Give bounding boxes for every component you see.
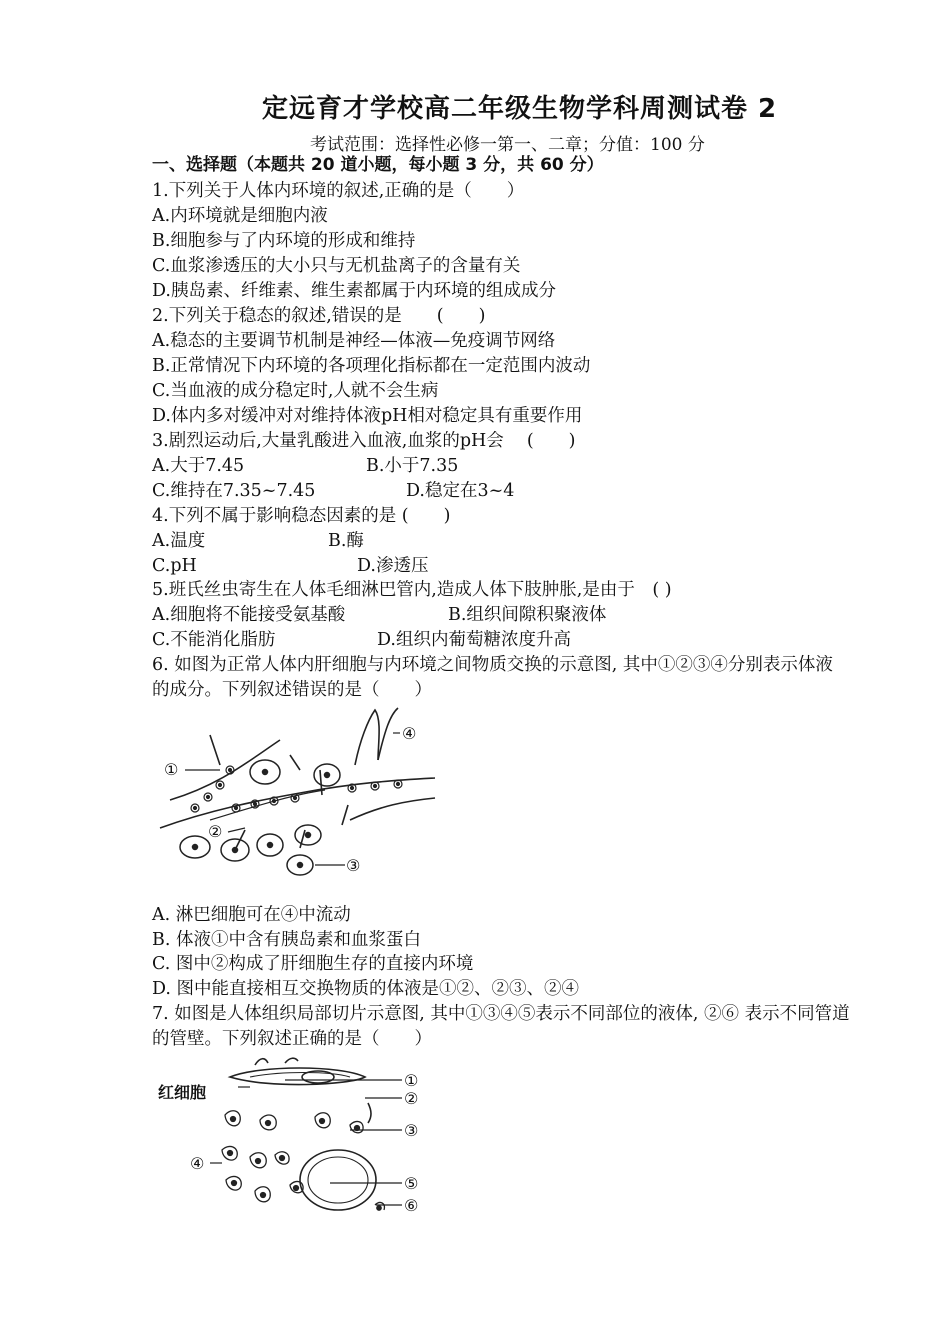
question-2-option-b: B.正常情况下内环境的各项理化指标都在一定范围内波动	[152, 356, 591, 376]
exam-scope: 考试范围：选择性必修一第一、二章；分值：100 分	[310, 135, 705, 155]
question-1-option-b: B.细胞参与了内环境的形成和维持	[152, 231, 416, 251]
figure-tissue-section	[150, 1055, 430, 1220]
label-1: ①	[164, 760, 179, 779]
label-2: ②	[404, 1089, 419, 1108]
question-2-option-d: D.体内多对缓冲对对维持体液pH相对稳定具有重要作用	[152, 406, 583, 426]
question-7-stem-line2: 的管壁。下列叙述正确的是（ ）	[152, 1029, 432, 1049]
label-2: ②	[208, 822, 223, 841]
question-3-option-c: C.维持在7.35~7.45	[152, 481, 316, 501]
question-3-stem: 3.剧烈运动后,大量乳酸进入血液,血浆的pH会 ( )	[152, 431, 576, 451]
question-7-stem-line1: 7. 如图是人体组织局部切片示意图, 其中①③④⑤表示不同部位的液体, ②⑥ 表示不同管道	[152, 1004, 850, 1024]
question-5-option-c: C.不能消化脂肪	[152, 630, 276, 650]
lymph-vessel-right	[378, 708, 398, 760]
rbc-label: 红细胞	[158, 1083, 207, 1102]
question-2-option-a: A.稳态的主要调节机制是神经—体液—免疫调节网络	[152, 331, 556, 351]
label-5: ⑤	[404, 1174, 419, 1193]
question-4-option-d: D.渗透压	[357, 556, 429, 576]
question-6-option-a: A. 淋巴细胞可在④中流动	[152, 905, 351, 925]
question-4-option-c: C.pH	[152, 556, 197, 576]
question-5-stem: 5.班氏丝虫寄生在人体毛细淋巴管内,造成人体下肢肿胀,是由于 ( )	[152, 580, 672, 600]
question-6-option-d: D. 图中能直接相互交换物质的体液是①②、②③、②④	[152, 979, 580, 999]
question-1-option-c: C.血浆渗透压的大小只与无机盐离子的含量有关	[152, 256, 521, 276]
label-3: ③	[404, 1121, 419, 1140]
page-title: 定远育才学校高二年级生物学科周测试卷 2	[262, 94, 778, 124]
question-3-option-d: D.稳定在3~4	[406, 481, 515, 501]
label-4: ④	[190, 1154, 205, 1173]
question-3-option-b: B.小于7.35	[366, 456, 459, 476]
capillary-wall	[230, 1068, 365, 1085]
arrow	[210, 735, 220, 765]
tissue-fragment	[368, 1103, 371, 1123]
question-1-option-d: D.胰岛素、纤维素、维生素都属于内环境的组成成分	[152, 281, 556, 301]
question-1-option-a: A.内环境就是细胞内液	[152, 206, 328, 226]
label-4: ④	[402, 724, 417, 743]
tissue-fragment	[285, 1058, 298, 1063]
question-6-option-b: B. 体液①中含有胰岛素和血浆蛋白	[152, 930, 421, 950]
label-3: ③	[346, 856, 361, 875]
question-2-option-c: C.当血液的成分稳定时,人就不会生病	[152, 381, 439, 401]
question-6-stem-line1: 6. 如图为正常人体内肝细胞与内环境之间物质交换的示意图, 其中①②③④分别表示体液	[152, 655, 833, 675]
label-1: ①	[404, 1071, 419, 1090]
question-5-option-d: D.组织内葡萄糖浓度升高	[377, 630, 571, 650]
question-1-stem: 1.下列关于人体内环境的叙述,正确的是（ ）	[152, 181, 525, 201]
question-5-option-b: B.组织间隙积聚液体	[448, 605, 607, 625]
question-4-option-b: B.酶	[328, 531, 364, 551]
tissue-fragment	[255, 1059, 268, 1065]
lymph-vessel-lumen	[308, 1157, 368, 1203]
capillary-lumen	[250, 1073, 350, 1078]
label-6: ⑥	[404, 1196, 419, 1215]
lymph-vessel-left	[355, 710, 379, 765]
question-4-option-a: A.温度	[152, 531, 206, 551]
question-3-option-a: A.大于7.45	[152, 456, 245, 476]
question-6-stem-line2: 的成分。下列叙述错误的是（ ）	[152, 680, 432, 700]
question-2-stem: 2.下列关于稳态的叙述,错误的是 ( )	[152, 306, 486, 326]
capillary-inner	[210, 790, 325, 820]
section-heading: 一、选择题（本题共 20 道小题，每小题 3 分，共 60 分）	[152, 155, 604, 175]
capillary-lower-wall-2	[350, 798, 435, 820]
question-4-stem: 4.下列不属于影响稳态因素的是 ( )	[152, 506, 451, 526]
leader-line	[228, 828, 245, 832]
arrow	[342, 805, 348, 825]
question-5-option-a: A.细胞将不能接受氨基酸	[152, 605, 346, 625]
arrow	[290, 755, 300, 770]
lymph-vessel-wall	[300, 1150, 376, 1210]
figure-liver-exchange	[150, 700, 440, 885]
question-6-option-c: C. 图中②构成了肝细胞生存的直接内环境	[152, 954, 474, 974]
